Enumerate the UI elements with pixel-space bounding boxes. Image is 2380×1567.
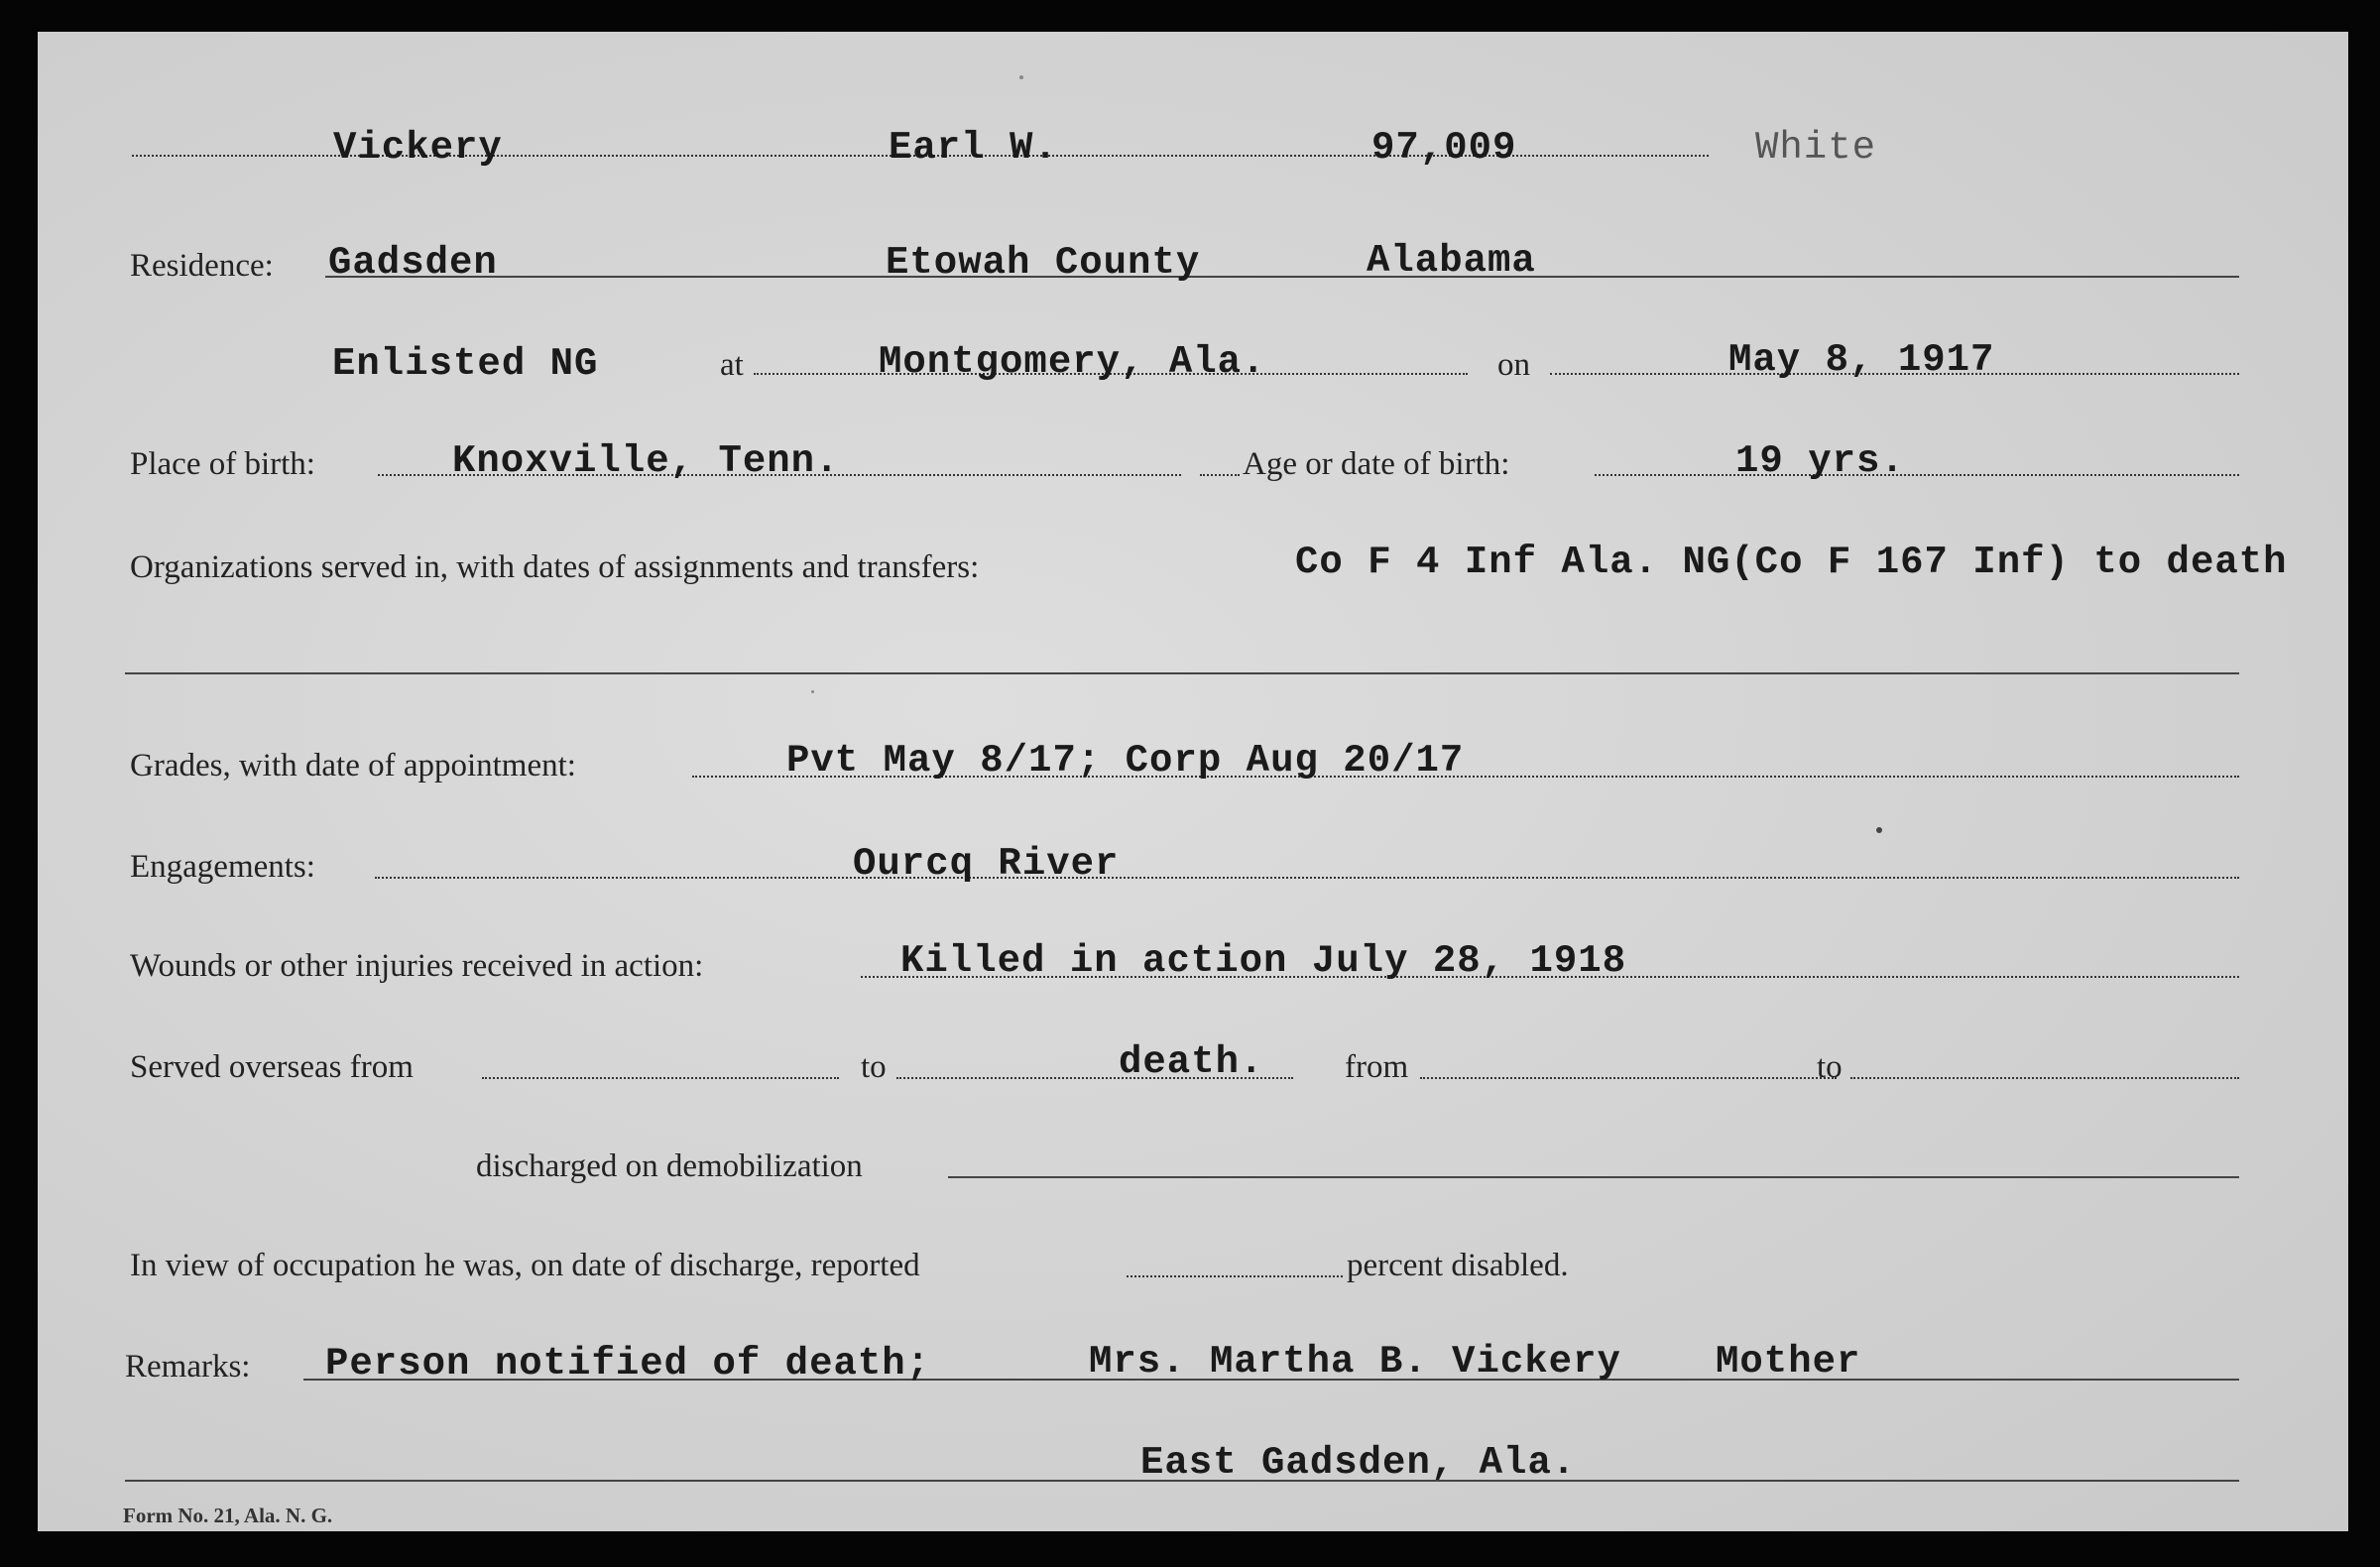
remarks-line1: Person notified of death;: [325, 1342, 931, 1386]
remarks-label: Remarks:: [125, 1349, 251, 1385]
overseas-to-label: to: [861, 1049, 887, 1085]
serial-number: 97,009: [1371, 126, 1517, 170]
disability-line: [1127, 1275, 1343, 1277]
race: White: [1755, 126, 1877, 170]
overseas-to-value: death.: [1119, 1040, 1264, 1084]
disability-suffix: percent disabled.: [1347, 1248, 1569, 1283]
overseas-to-label-2: to: [1817, 1049, 1843, 1085]
wounds-label: Wounds or other injuries received in action:: [130, 948, 704, 984]
overseas-to-line-2: [1850, 1077, 2239, 1079]
age-value-line: [1595, 474, 2239, 476]
overseas-from-label-2: from: [1345, 1049, 1409, 1085]
speck: [1019, 75, 1023, 79]
enlistment-at-label: at: [720, 347, 744, 383]
enlistment-date: May 8, 1917: [1728, 338, 1995, 382]
grades-value: Pvt May 8/17; Corp Aug 20/17: [786, 739, 1465, 783]
birth-place-label: Place of birth:: [130, 446, 315, 482]
enlistment-place: Montgomery, Ala.: [879, 340, 1266, 384]
form-number: Form No. 21, Ala. N. G.: [123, 1504, 333, 1527]
birth-place: Knoxville, Tenn.: [452, 439, 840, 483]
engagements-label: Engagements:: [130, 849, 315, 885]
residence-line: [325, 276, 2239, 278]
remarks-address: East Gadsden, Ala.: [1140, 1441, 1577, 1485]
enlistment-type: Enlisted NG: [332, 342, 599, 386]
given-name: Earl W.: [889, 126, 1058, 170]
speck: [811, 690, 814, 693]
organizations-label: Organizations served in, with dates of assignments and transfers:: [130, 549, 980, 585]
engagements-line: [375, 877, 2239, 879]
overseas-label: Served overseas from: [130, 1049, 414, 1085]
age-label: Age or date of birth:: [1243, 446, 1510, 482]
disability-prefix: In view of occupation he was, on date of discharge, reported: [130, 1248, 920, 1283]
organizations-value: Co F 4 Inf Ala. NG(Co F 167 Inf) to death: [1295, 541, 2288, 584]
grades-label: Grades, with date of appointment:: [130, 748, 576, 784]
remarks-person: Mrs. Martha B. Vickery: [1089, 1340, 1621, 1384]
discharge-label: discharged on demobilization: [476, 1148, 863, 1184]
age-line: [1200, 474, 1240, 476]
engagements-value: Ourcq River: [853, 842, 1120, 886]
residence-county: Etowah County: [886, 241, 1201, 285]
residence-state: Alabama: [1367, 239, 1536, 283]
service-record-card: [38, 32, 2348, 1531]
discharge-line: [948, 1176, 2239, 1178]
surname: Vickery: [333, 126, 503, 170]
enlistment-on-label: on: [1497, 347, 1530, 383]
overseas-from-line-2: [1420, 1077, 1837, 1079]
overseas-from-line: [482, 1077, 839, 1079]
speck: [1876, 827, 1882, 833]
organizations-line-2: [125, 672, 2239, 674]
residence-city: Gadsden: [328, 241, 498, 285]
wounds-value: Killed in action July 28, 1918: [900, 939, 1627, 983]
age-value: 19 yrs.: [1735, 439, 1905, 483]
residence-label: Residence:: [130, 248, 274, 284]
remarks-relation: Mother: [1716, 1340, 1861, 1384]
